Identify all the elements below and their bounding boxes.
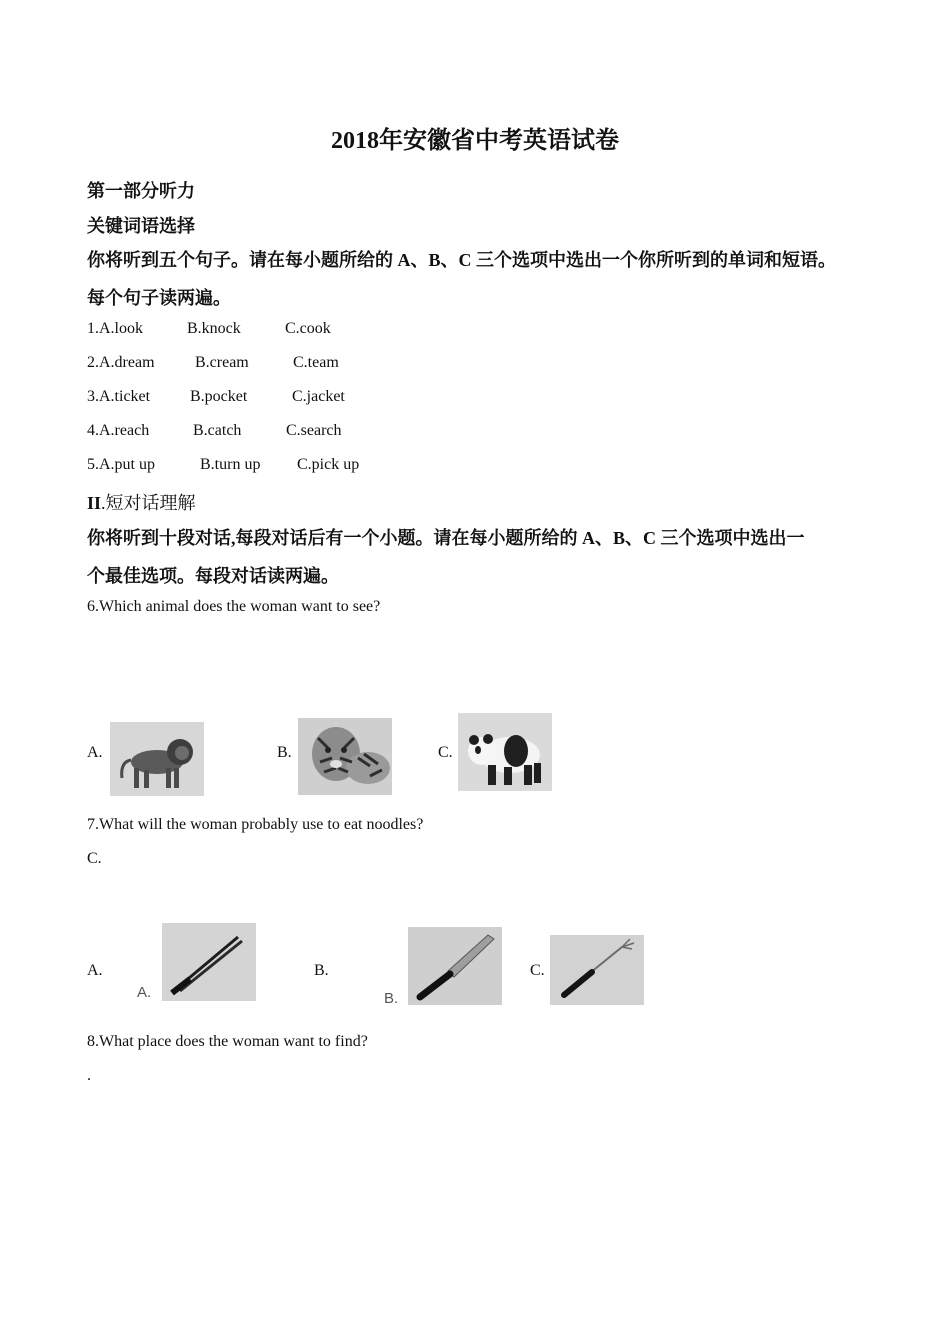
q6-option-c-label: C. xyxy=(438,744,453,761)
q4-option-a: 4.A.reach xyxy=(87,422,150,439)
q7-option-c-label: C. xyxy=(530,962,545,979)
lion-picture xyxy=(110,722,204,796)
page-title: 2018年安徽省中考英语试卷 xyxy=(331,128,619,154)
fork-picture xyxy=(550,935,644,1005)
q7-text: 7.What will the woman probably use to eat noodles? xyxy=(87,816,424,833)
q1-option-b: B.knock xyxy=(187,320,241,337)
q5-option-a: 5.A.put up xyxy=(87,456,155,473)
q2-option-c: C.team xyxy=(293,354,339,371)
q3-option-b: B.pocket xyxy=(190,388,248,405)
q3-option-c: C.jacket xyxy=(292,388,345,405)
part2-instruction-line2: 个最佳选项。每段对话读两遍。 xyxy=(87,566,339,586)
q4-option-c: C.search xyxy=(286,422,342,439)
q7-extra-label: C. xyxy=(87,850,102,867)
part1-heading: 第一部分听力 xyxy=(87,181,195,201)
q5-option-b: B.turn up xyxy=(200,456,261,473)
part2-instruction-line1: 你将听到十段对话,每段对话后有一个小题。请在每小题所给的 A、B、C 三个选项中选出一 xyxy=(87,528,805,548)
q2-option-b: B.cream xyxy=(195,354,249,371)
q1-option-c: C.cook xyxy=(285,320,331,337)
q5-option-c: C.pick up xyxy=(297,456,360,473)
q2-option-a: 2.A.dream xyxy=(87,354,155,371)
part2-heading-roman: II xyxy=(87,493,102,513)
q6-option-b-label: B. xyxy=(277,744,292,761)
part2-heading xyxy=(87,489,196,515)
chopsticks-picture xyxy=(162,923,256,1001)
q8-extra: . xyxy=(87,1067,91,1084)
q4-option-b: B.catch xyxy=(193,422,242,439)
q6-option-a-label: A. xyxy=(87,744,103,761)
part1-instruction-line2: 每个句子读两遍。 xyxy=(87,288,231,308)
q8-text: 8.What place does the woman want to find? xyxy=(87,1033,368,1050)
q7-option-a-label: A. xyxy=(87,962,103,979)
part1-instruction-line1: 你将听到五个句子。请在每小题所给的 A、B、C 三个选项中选出一个你所听到的单词和短语。 xyxy=(87,250,836,270)
q7-image-b-caption: B. xyxy=(384,990,399,1007)
q6-text: 6.Which animal does the woman want to see? xyxy=(87,598,381,615)
q1-option-a: 1.A.look xyxy=(87,320,143,337)
q7-image-a-caption: A. xyxy=(137,984,152,1001)
tiger-picture xyxy=(298,718,392,795)
q3-option-a: 3.A.ticket xyxy=(87,388,151,405)
knife-picture xyxy=(408,927,502,1005)
part2-heading-text: .短对话理解 xyxy=(101,493,196,513)
section-title: 关键词语选择 xyxy=(87,216,195,236)
panda-picture xyxy=(458,713,552,791)
q7-option-b-label: B. xyxy=(314,962,329,979)
